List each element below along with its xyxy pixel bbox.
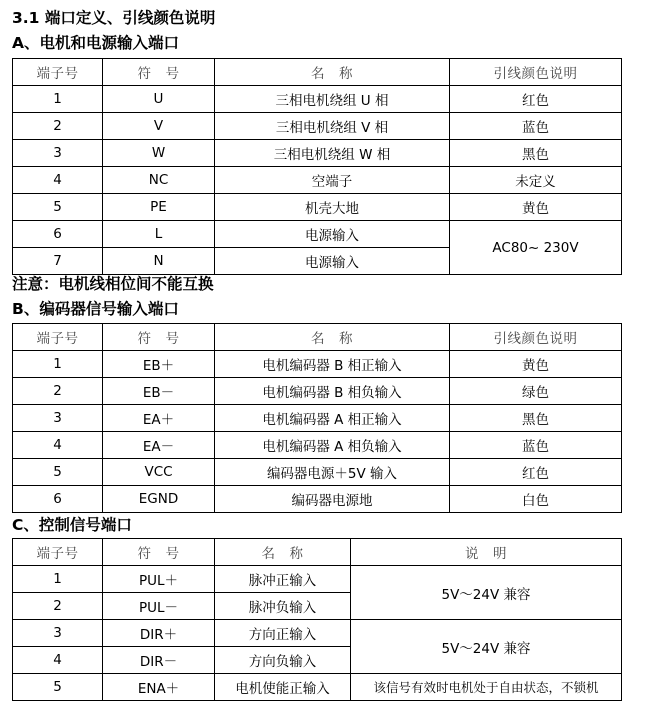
- cell-name: 三相电机绕组 W 相: [215, 140, 450, 167]
- cell-name: 编码器电源＋5V 输入: [215, 459, 450, 486]
- cell-symbol: DIR－: [103, 647, 215, 674]
- cell-no: 3: [13, 405, 103, 432]
- cell-symbol: PE: [103, 194, 215, 221]
- cell-symbol: ENA＋: [103, 674, 215, 701]
- cell-no: 4: [13, 167, 103, 194]
- cell-color: 白色: [450, 486, 622, 513]
- motor-power-heading: A、电机和电源输入端口: [12, 34, 179, 52]
- encoder-table: [12, 323, 622, 513]
- header-symbol: 符 号: [103, 324, 215, 351]
- pulse-desc-cell: 5V～24V 兼容: [351, 566, 622, 620]
- cell-no: 2: [13, 378, 103, 405]
- cell-no: 1: [13, 86, 103, 113]
- cell-symbol: EA＋: [103, 405, 215, 432]
- cell-symbol: W: [103, 140, 215, 167]
- table-row: [13, 674, 622, 701]
- cell-no: 3: [13, 140, 103, 167]
- table-row: [13, 140, 622, 167]
- motor-power-table: [12, 58, 622, 275]
- header-name: 名 称: [215, 324, 450, 351]
- cell-name: 电机编码器 B 相负输入: [215, 378, 450, 405]
- cell-name: 电机使能正输入: [215, 674, 351, 701]
- cell-name: 方向正输入: [215, 620, 351, 647]
- cell-no: 5: [13, 459, 103, 486]
- cell-symbol: N: [103, 248, 215, 275]
- cell-symbol: NC: [103, 167, 215, 194]
- cell-name: 脉冲负输入: [215, 593, 351, 620]
- table-row: [13, 620, 622, 647]
- cell-no: 4: [13, 647, 103, 674]
- cell-name: 电源输入: [215, 221, 450, 248]
- cell-name: 空端子: [215, 167, 450, 194]
- header-terminal-no: 端子号: [13, 539, 103, 566]
- cell-name: 电机编码器 A 相负输入: [215, 432, 450, 459]
- cell-no: 5: [13, 674, 103, 701]
- cell-symbol: L: [103, 221, 215, 248]
- cell-name: 脉冲正输入: [215, 566, 351, 593]
- cell-symbol: V: [103, 113, 215, 140]
- power-spec-cell: AC80~ 230V: [450, 221, 622, 275]
- cell-color: 红色: [450, 86, 622, 113]
- table-row: [13, 86, 622, 113]
- table-row: [13, 486, 622, 513]
- table-row: [13, 351, 622, 378]
- header-terminal-no: 端子号: [13, 324, 103, 351]
- cell-symbol: PUL＋: [103, 566, 215, 593]
- cell-no: 3: [13, 620, 103, 647]
- cell-no: 1: [13, 566, 103, 593]
- table-row: [13, 459, 622, 486]
- encoder-heading: B、编码器信号输入端口: [12, 300, 179, 318]
- cell-name: 三相电机绕组 V 相: [215, 113, 450, 140]
- table-row: [13, 194, 622, 221]
- cell-no: 7: [13, 248, 103, 275]
- cell-symbol: DIR＋: [103, 620, 215, 647]
- cell-symbol: EGND: [103, 486, 215, 513]
- header-wire-color: 引线颜色说明: [450, 59, 622, 86]
- table-row: [13, 221, 622, 248]
- table-header-row: [13, 59, 622, 86]
- cell-no: 2: [13, 593, 103, 620]
- table-row: [13, 378, 622, 405]
- cell-color: 红色: [450, 459, 622, 486]
- cell-name: 电机编码器 B 相正输入: [215, 351, 450, 378]
- cell-color: 未定义: [450, 167, 622, 194]
- section-title: 3.1 端口定义、引线颜色说明: [12, 9, 216, 27]
- table-row: [13, 432, 622, 459]
- cell-name: 机壳大地: [215, 194, 450, 221]
- cell-symbol: PUL－: [103, 593, 215, 620]
- table-row: [13, 566, 622, 593]
- cell-color: 黄色: [450, 194, 622, 221]
- header-symbol: 符 号: [103, 539, 215, 566]
- cell-name: 编码器电源地: [215, 486, 450, 513]
- control-heading: C、控制信号端口: [12, 516, 132, 534]
- cell-symbol: U: [103, 86, 215, 113]
- header-symbol: 符 号: [103, 59, 215, 86]
- cell-color: 黑色: [450, 405, 622, 432]
- cell-color: 黄色: [450, 351, 622, 378]
- cell-no: 1: [13, 351, 103, 378]
- cell-symbol: EB－: [103, 378, 215, 405]
- table-row: [13, 113, 622, 140]
- header-terminal-no: 端子号: [13, 59, 103, 86]
- header-wire-color: 引线颜色说明: [450, 324, 622, 351]
- cell-name: 三相电机绕组 U 相: [215, 86, 450, 113]
- enable-desc-cell: 该信号有效时电机处于自由状态，不锁机: [351, 674, 622, 701]
- cell-no: 5: [13, 194, 103, 221]
- cell-color: 蓝色: [450, 113, 622, 140]
- cell-no: 6: [13, 221, 103, 248]
- cell-no: 2: [13, 113, 103, 140]
- table-header-row: [13, 324, 622, 351]
- cell-symbol: VCC: [103, 459, 215, 486]
- control-table: [12, 538, 622, 701]
- cell-symbol: EB＋: [103, 351, 215, 378]
- cell-color: 绿色: [450, 378, 622, 405]
- cell-symbol: EA－: [103, 432, 215, 459]
- table-row: [13, 167, 622, 194]
- cell-name: 电源输入: [215, 248, 450, 275]
- dir-desc-cell: 5V～24V 兼容: [351, 620, 622, 674]
- cell-name: 电机编码器 A 相正输入: [215, 405, 450, 432]
- cell-color: 黑色: [450, 140, 622, 167]
- cell-color: 蓝色: [450, 432, 622, 459]
- header-name: 名 称: [215, 59, 450, 86]
- phase-note: 注意：电机线相位间不能互换: [12, 275, 214, 293]
- table-header-row: [13, 539, 622, 566]
- header-description: 说 明: [351, 539, 622, 566]
- cell-name: 方向负输入: [215, 647, 351, 674]
- cell-no: 4: [13, 432, 103, 459]
- cell-no: 6: [13, 486, 103, 513]
- table-row: [13, 405, 622, 432]
- header-name: 名 称: [215, 539, 351, 566]
